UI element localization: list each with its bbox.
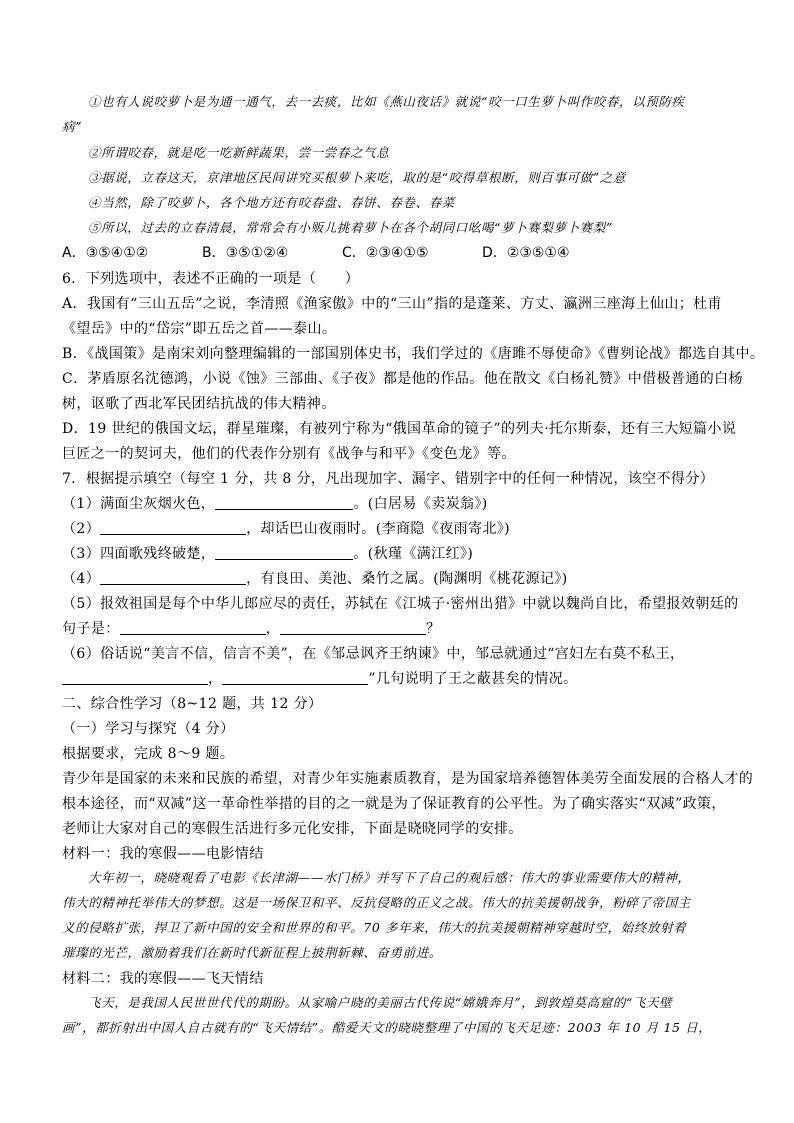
q7-item-4 bbox=[62, 568, 568, 588]
intro-line-1: 青少年是国家的未来和民族的希望，对青少年实施素质教育，是为国家培养德智体美劳全面发展的合格人才的 bbox=[62, 771, 754, 787]
q7-item-6-line2 bbox=[62, 668, 578, 688]
sentence-4: ④当然，除了咬萝卜，各个地方还有咬春盘、春饼、春卷、春菜 bbox=[88, 195, 455, 210]
q7-item-4-source: ，有良田、美池、桑竹之属。(陶渊明《桃花源记》) bbox=[246, 571, 568, 587]
q7-item-1-blank[interactable] bbox=[215, 495, 353, 510]
q7-item-5-line2 bbox=[62, 618, 440, 638]
q5-option-a: A．③⑤④①② bbox=[62, 245, 149, 261]
q7-item-6-line1: （6）俗话说“美言不信，信言不美”，在《邹忌讽齐王纳谏》中，邹忌就通过“宫妇左右莫不私王， bbox=[62, 646, 685, 662]
q7-item-3-source: 。(秋瑾《满江红》) bbox=[353, 546, 474, 562]
q7-item-4-prompt: （4） bbox=[62, 571, 101, 587]
q7-item-5-blank-1[interactable] bbox=[120, 620, 266, 635]
intro-line-3: 老师让大家对自己的寒假生活进行多元化安排，下面是晓晓同学的安排。 bbox=[62, 821, 523, 837]
material-1-line-1: 大年初一，晓晓观看了电影《长津湖——水门桥》并写下了自己的观后感：伟大的事业需要伟大的精神， bbox=[88, 870, 691, 885]
q5-option-d: D．②③⑤①④ bbox=[482, 245, 570, 261]
section-2-title: 二、综合性学习（8~12 题，共 12 分） bbox=[62, 696, 323, 712]
q7-item-5-end: ？ bbox=[426, 621, 441, 637]
material-2-line-1: 飞天，是我国人民世世代代的期盼。从家喻户晓的美丽古代传说“嫦娥奔月”，到敦煌莫高窟的“飞天壁 bbox=[88, 995, 673, 1010]
q7-item-5-blank-2[interactable] bbox=[280, 620, 426, 635]
q6-option-d-line2: 巨匠之一的契诃夫，他们的代表作分别有《战争与和平》《变色龙》等。 bbox=[62, 446, 516, 462]
sentence-1-continued: 病” bbox=[62, 119, 83, 134]
q7-item-2-prompt: （2） bbox=[62, 521, 101, 537]
q7-item-3-prompt: （3）四面歌残终破楚， bbox=[62, 546, 216, 562]
q7-item-5-prompt: 句子是： bbox=[62, 621, 120, 637]
intro-line-2: 根本途径，而“双减”这一革命性举措的目的之一就是为了保证教育的公平性。为了确实落实“双减”政策， bbox=[62, 796, 726, 812]
q7-item-3 bbox=[62, 543, 473, 563]
q6-option-a-line2: 《望岳》中的“岱宗”即五岳之首——泰山。 bbox=[62, 321, 337, 337]
q7-item-5-comma: ， bbox=[265, 621, 281, 637]
q5-option-b: B．③⑤①②④ bbox=[202, 245, 289, 261]
q7-item-1 bbox=[62, 493, 488, 513]
q7-item-4-blank[interactable] bbox=[100, 570, 246, 585]
sentence-3: ③据说，立春这天，京津地区民间讲究买根萝卜来吃，取的是“咬得草根断，则百事可做”之意 bbox=[88, 170, 626, 185]
section-2-subtitle: （一）学习与探究（4 分） bbox=[62, 721, 235, 737]
q7-item-6-blank-1[interactable] bbox=[62, 670, 208, 685]
q7-item-6-end: ”几句说明了王之蔽甚矣的情况。 bbox=[368, 671, 578, 687]
q7-item-5-line1: （5）报效祖国是每个中华儿郎应尽的责任，苏轼在《江城子·密州出猎》中就以魏尚自比，希望报效朝廷的 bbox=[62, 596, 739, 612]
q6-option-a-line1: A．我国有“三山五岳”之说，李清照《渔家傲》中的“三山”指的是蓬莱、方丈、瀛洲三座海上仙山；杜甫 bbox=[62, 296, 722, 312]
q7-item-2-blank[interactable] bbox=[100, 520, 246, 535]
q6-option-c-line2: 树，讴歌了西北军民团结抗战的伟大精神。 bbox=[62, 396, 336, 412]
material-2-line-2: 画”，都折射出中国人自古就有的“飞天情结”。酷爱天文的晓晓整理了中国的飞天足迹：2003 年 10 月 15 日， bbox=[62, 1020, 712, 1035]
q7-item-3-blank[interactable] bbox=[215, 545, 353, 560]
q7-item-6-blank-2[interactable] bbox=[222, 670, 368, 685]
material-1-line-3: 义的侵略扩张，捍卫了新中国的安全和世界的和平。70 多年来，伟大的抗美援朝精神穿越时空，始终放射着 bbox=[62, 920, 687, 935]
q7-item-1-source: 。(白居易《卖炭翁》) bbox=[353, 496, 488, 512]
q5-options bbox=[62, 242, 570, 262]
q7-item-1-prompt: （1）满面尘灰烟火色， bbox=[62, 496, 216, 512]
q7-item-6-comma: ， bbox=[208, 671, 223, 687]
material-1-line-2: 伟大的精神托举伟大的梦想。这是一场保卫和平、反抗侵略的正义之战。伟大的抗美援朝战争，粉碎了帝国主 bbox=[62, 895, 691, 910]
q7-item-2 bbox=[62, 518, 510, 538]
q7-stem: 7．根据提示填空（每空 1 分，共 8 分，凡出现加字、漏字、错别字中的任何一种情况，该空不得分） bbox=[62, 471, 715, 487]
q6-option-d-line1: D．19 世纪的俄国文坛，群星璀璨，有被列宁称为“俄国革命的镜子”的列夫·托尔斯泰，还有三大短篇小说 bbox=[62, 421, 737, 437]
sentence-1: ①也有人说咬萝卜是为通一通气，去一去痰，比如《燕山夜话》就说“咬一口生萝卜叫作咬春，以预防疾 bbox=[88, 94, 685, 109]
q5-option-c: C．②③④①⑤ bbox=[342, 245, 429, 261]
material-1-title: 材料一：我的寒假——电影情结 bbox=[62, 846, 264, 862]
q6-stem: 6．下列选项中，表述不正确的一项是（ ） bbox=[62, 271, 360, 287]
q6-option-c-line1: C．茅盾原名沈德鸿，小说《蚀》三部曲、《子夜》都是他的作品。他在散文《白杨礼赞》中借极普通的白杨 bbox=[62, 371, 743, 387]
material-2-title: 材料二：我的寒假——飞天情结 bbox=[62, 971, 264, 987]
material-1-line-4: 璀璨的光芒，激励着我们在新时代新征程上披荆斩棘、奋勇前进。 bbox=[62, 945, 442, 960]
q7-item-2-source: ，却话巴山夜雨时。(李商隐《夜雨寄北》) bbox=[246, 521, 511, 537]
section-2-requirement: 根据要求，完成 8～9 题。 bbox=[62, 746, 235, 762]
sentence-5: ⑤所以，过去的立春清晨，常常会有小贩儿挑着萝卜在各个胡同口吆喝“萝卜赛梨萝卜赛梨” bbox=[88, 220, 613, 235]
q6-option-b: B．《战国策》是南宋刘向整理编辑的一部国别体史书，我们学过的《唐雎不辱使命》《曹刿论战》都选自其中。 bbox=[62, 346, 765, 362]
sentence-2: ②所谓咬春，就是吃一吃新鲜蔬果，尝一尝春之气息 bbox=[88, 145, 390, 160]
